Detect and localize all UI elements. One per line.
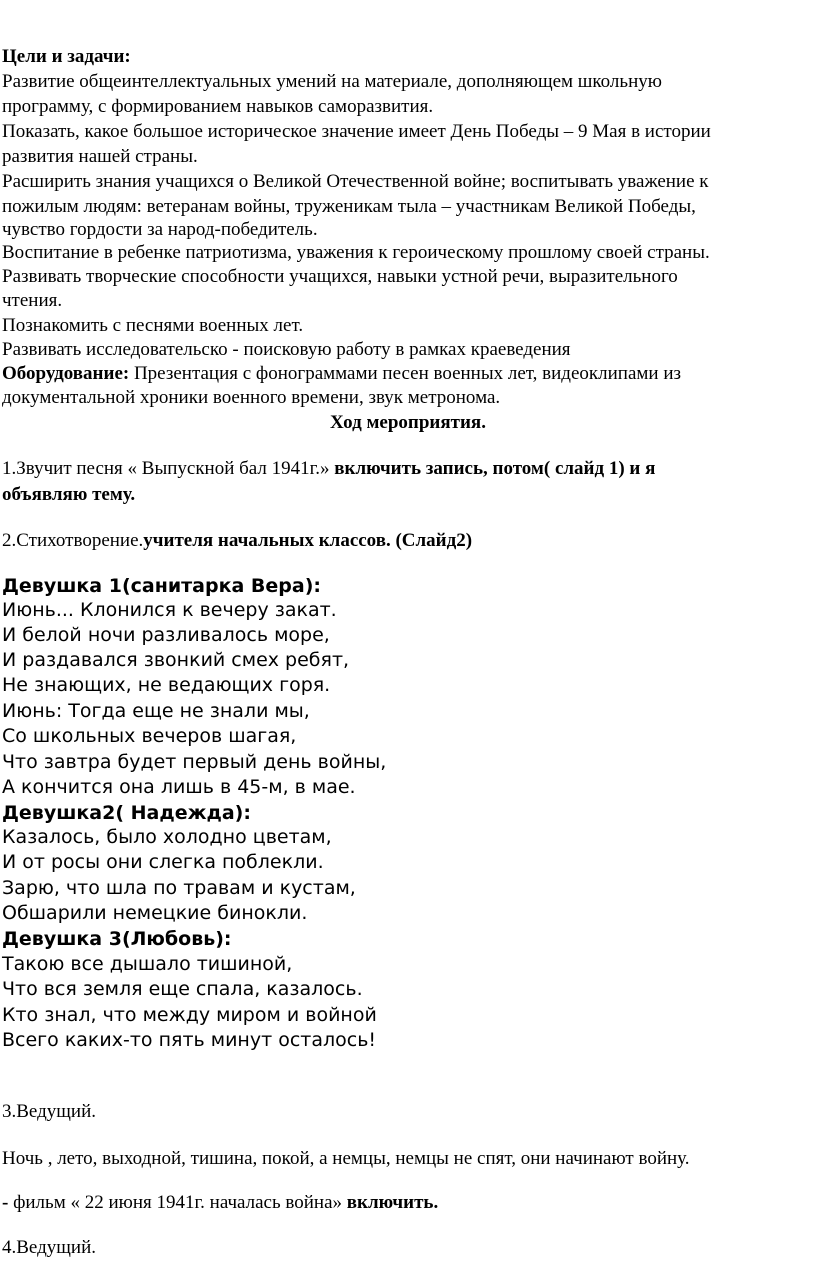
film-dash: - (2, 1192, 9, 1213)
goals-line: Развивать исследовательско - поисковую работу в рамках краеведения (2, 339, 571, 360)
goals-line: Воспитание в ребенке патриотизма, уважения к героическому прошлому своей страны. (2, 242, 710, 263)
goals-line: Расширить знания учащихся о Великой Отечественной войне; воспитывать уважение к (2, 171, 709, 192)
equipment-line: документальной хроники военного времени, звук метронома. (2, 387, 501, 408)
poem-line: Что завтра будет первый день войны, (2, 751, 387, 773)
film-line (2, 1192, 438, 1214)
girl-2-heading: Девушка2( Надежда): (2, 802, 251, 824)
step-4-heading: 4.Ведущий. (2, 1237, 96, 1258)
step-2 (2, 530, 472, 552)
poem-line: Всего каких-то пять минут осталось! (2, 1029, 377, 1051)
goals-line: развития нашей страны. (2, 146, 198, 167)
poem-line: И от росы они слегка поблекли. (2, 851, 324, 873)
poem-line: Июнь: Тогда еще не знали мы, (2, 700, 310, 722)
equipment-line (2, 363, 681, 385)
poem-line: Не знающих, не ведающих горя. (2, 674, 331, 696)
film-text: фильм « 22 июня 1941г. началась война» (8, 1192, 343, 1213)
step-1-instruction-cont: объявляю тему. (2, 484, 136, 505)
poem-line: А кончится она лишь в 45-м, в мае. (2, 776, 356, 798)
poem-line: Что вся земля еще спала, казалось. (2, 978, 363, 1000)
equipment-label: Оборудование: (2, 363, 130, 384)
goals-line: пожилым людям: ветеранам войны, труженикам тыла – участникам Великой Победы, (2, 196, 696, 217)
step-2-text: 2.Стихотворение. (2, 530, 144, 551)
step-1-instruction: включить запись, потом( слайд 1) и я (329, 458, 656, 479)
event-title: Ход мероприятия. (330, 412, 486, 433)
step-1 (2, 458, 655, 480)
step-1-number: 1 (2, 458, 12, 479)
goals-line: Развивать творческие способности учащихся, навыки устной речи, выразительного (2, 266, 678, 287)
goals-line: Познакомить с песнями военных лет. (2, 315, 304, 336)
poem-line: Со школьных вечеров шагая, (2, 725, 297, 747)
film-instruction: включить. (342, 1192, 439, 1213)
poem-line: Июнь... Клонился к вечеру закат. (2, 599, 337, 621)
poem-line: И раздавался звонкий смех ребят, (2, 649, 350, 671)
poem-line: Обшарили немецкие бинокли. (2, 902, 308, 924)
goals-heading: Цели и задачи: (2, 46, 131, 67)
goals-line: Развитие общеинтеллектуальных умений на материале, дополняющем школьную (2, 71, 662, 92)
poem-line: Кто знал, что между миром и войной (2, 1004, 377, 1026)
poem-line: Зарю, что шла по травам и кустам, (2, 877, 356, 899)
goals-line: программу, с формированием навыков саморазвития. (2, 96, 434, 117)
step-3-heading: 3.Ведущий. (2, 1101, 96, 1122)
step-1-text: .Звучит песня « Выпускной бал 1941г.» (11, 458, 330, 479)
goals-line: чтения. (2, 290, 63, 311)
poem-line: Такою все дышало тишиной, (2, 953, 293, 975)
poem-line: И белой ночи разливалось море, (2, 624, 330, 646)
goals-line: чувство гордости за народ-победитель. (2, 219, 318, 240)
girl-1-heading: Девушка 1(санитарка Вера): (2, 575, 321, 597)
step-3-text: Ночь , лето, выходной, тишина, покой, а немцы, немцы не спят, они начинают войну. (2, 1148, 690, 1169)
girl-3-heading: Девушка 3(Любовь): (2, 928, 232, 950)
goals-line: Показать, какое большое историческое значение имеет День Победы – 9 Мая в истории (2, 121, 711, 142)
equipment-text: Презентация с фонограммами песен военных лет, видеоклипами из (129, 363, 681, 384)
poem-line: Казалось, было холодно цветам, (2, 826, 332, 848)
step-2-instruction: учителя начальных классов. (Слайд2) (143, 530, 473, 551)
